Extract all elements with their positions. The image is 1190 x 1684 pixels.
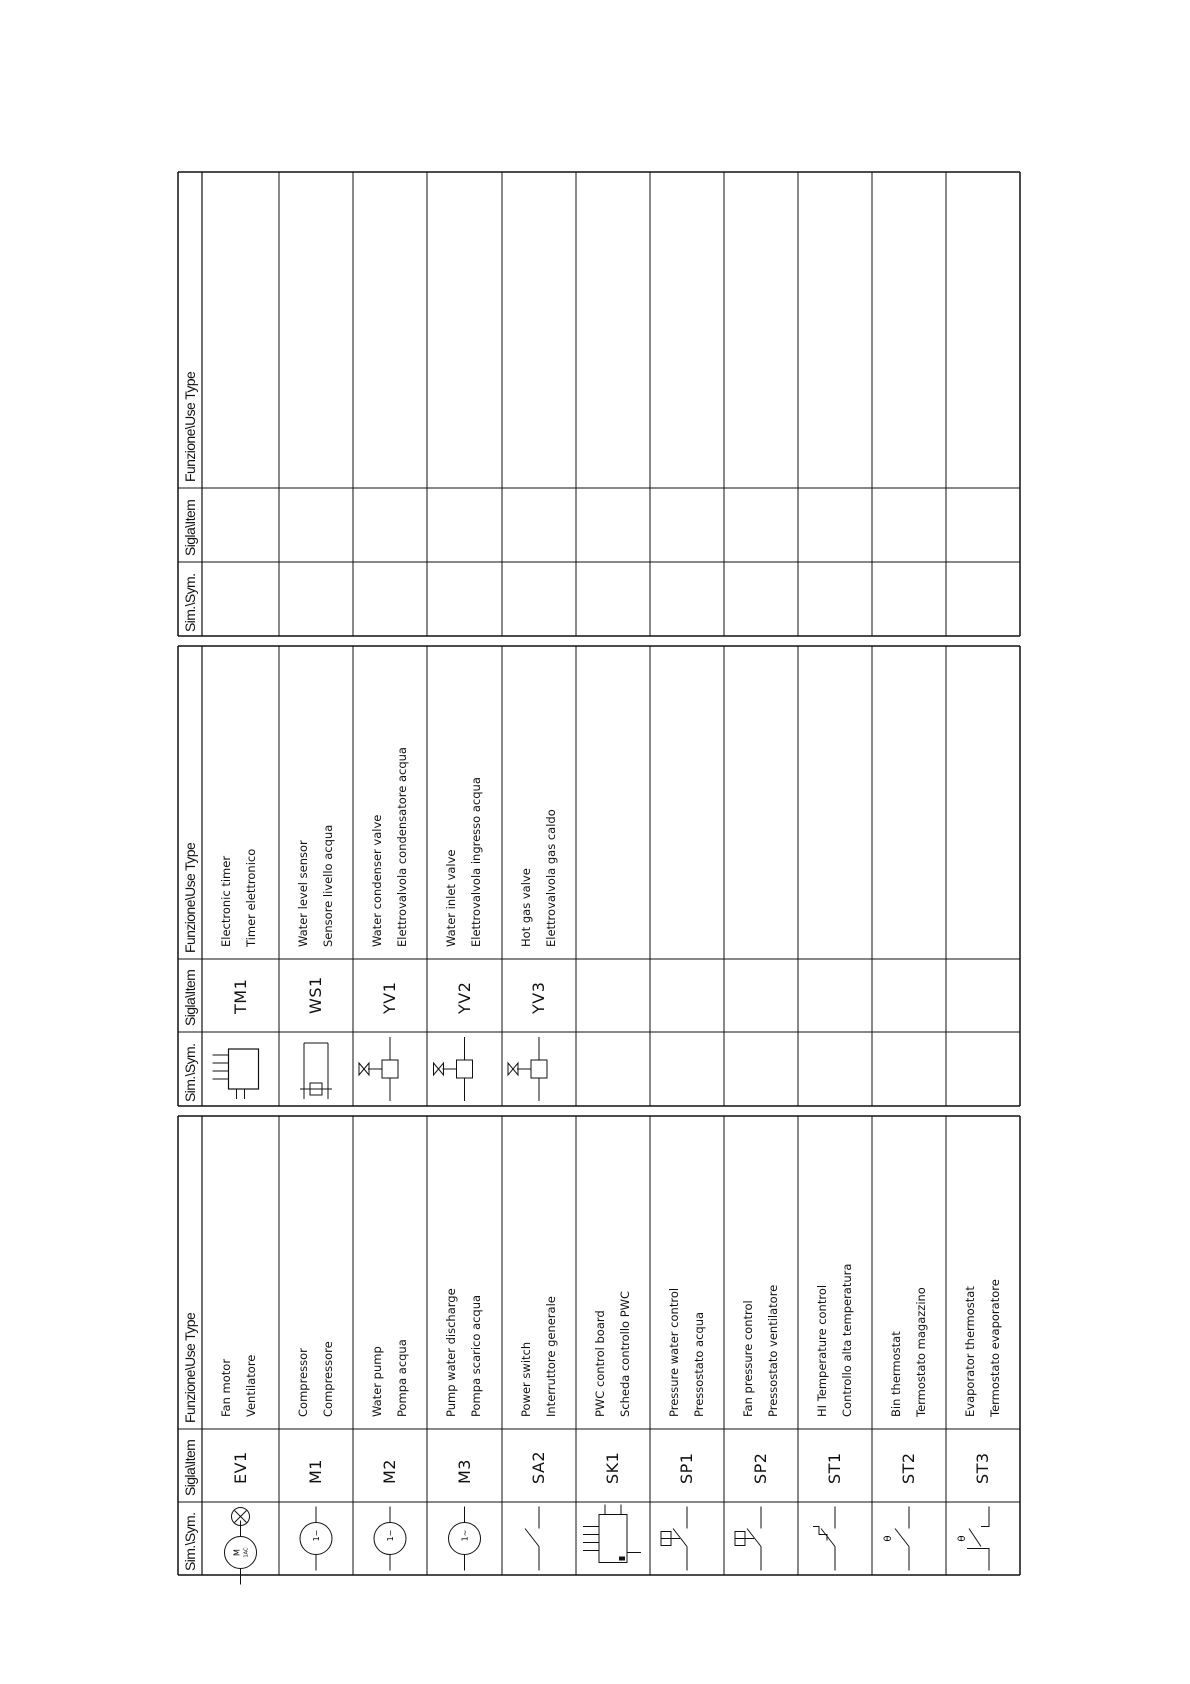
description-english: Evaporator thermostat <box>963 1286 977 1417</box>
legend-table-3 <box>178 172 1020 636</box>
description-italian: Termostato evaporatore <box>988 1279 1002 1417</box>
item-code: EV1 <box>230 1450 250 1484</box>
header-symbol: Sim.\Sym. <box>182 1512 198 1571</box>
description-english: Water condenser valve <box>370 814 384 947</box>
header-item: Sigla\Item <box>182 969 198 1026</box>
svg-text:1~: 1~ <box>460 1529 470 1542</box>
item-description <box>662 1288 712 1417</box>
description-italian: Interruttore generale <box>544 1296 558 1417</box>
header-item: Sigla\Item <box>182 1439 198 1496</box>
item-description <box>514 1296 564 1417</box>
description-italian: Timer elettronico <box>244 848 258 947</box>
discharge-pump-motor-symbol-icon <box>449 1507 481 1571</box>
description-english: Power switch <box>519 1341 533 1417</box>
item-code: ST2 <box>899 1451 918 1484</box>
solenoid-valve-symbol-icon <box>434 1037 473 1101</box>
description-english: HI Temperature control <box>815 1284 829 1417</box>
description-italian: Termostato magazzino <box>914 1287 928 1417</box>
bin-thermostat-symbol-icon <box>883 1507 909 1571</box>
item-description <box>514 809 564 947</box>
description-english: PWC control board <box>593 1310 607 1417</box>
pressure-switch-symbol-icon <box>661 1507 687 1571</box>
header-item: Sigla\Item <box>182 499 198 556</box>
svg-text:M: M <box>232 1549 242 1556</box>
header-symbol: Sim.\Sym. <box>182 1043 198 1102</box>
description-italian: Pressostato ventilatore <box>766 1284 780 1417</box>
item-code: SA2 <box>529 1450 548 1484</box>
item-code: M2 <box>380 1458 399 1484</box>
compressor-motor-symbol-icon <box>300 1507 332 1571</box>
description-english: Water level sensor <box>296 840 310 947</box>
description-italian: Elettrovalvola condensatore acqua <box>395 747 409 947</box>
item-description <box>588 1291 638 1417</box>
item-description <box>214 1355 264 1417</box>
description-italian: Elettrovalvola ingresso acqua <box>469 777 483 947</box>
header-function: Funzione\Use Type <box>182 842 198 953</box>
svg-text:1AC: 1AC <box>243 1547 250 1558</box>
item-description <box>736 1285 786 1417</box>
svg-text:1~: 1~ <box>386 1529 395 1542</box>
description-italian: Compressore <box>321 1341 335 1417</box>
description-italian: Pressostato acqua <box>692 1311 706 1417</box>
water-pump-motor-symbol-icon <box>374 1507 406 1571</box>
description-italian: Ventilatore <box>244 1354 258 1417</box>
item-code: YV3 <box>529 981 548 1014</box>
svg-text:1~: 1~ <box>312 1529 321 1542</box>
description-english: Pump water discharge <box>444 1288 458 1417</box>
description-italian: Elettrovalvola gas caldo <box>544 809 558 947</box>
item-description <box>884 1287 934 1417</box>
description-italian: Sensore livello acqua <box>321 824 335 947</box>
power-switch-symbol-icon <box>525 1507 539 1571</box>
description-english: Water inlet valve <box>444 849 458 947</box>
description-english: Fan pressure control <box>741 1300 755 1417</box>
control-board-symbol-icon <box>583 1505 641 1563</box>
item-description <box>439 1288 489 1417</box>
description-italian: Scheda controllo PWC <box>618 1290 632 1417</box>
item-description <box>291 1341 341 1417</box>
fan-pressure-switch-symbol-icon <box>735 1507 761 1571</box>
description-english: Water pump <box>370 1346 384 1417</box>
description-italian: Controllo alta temperatura <box>840 1263 854 1417</box>
fan-motor-symbol-icon <box>225 1508 257 1585</box>
description-italian: Pompa scarico acqua <box>469 1294 483 1417</box>
description-english: Compressor <box>296 1348 310 1417</box>
description-english: Pressure water control <box>667 1287 681 1417</box>
description-english: Electronic timer <box>219 855 233 947</box>
description-english: Hot gas valve <box>519 868 533 947</box>
item-code: SP1 <box>677 1452 696 1484</box>
item-code: ST3 <box>973 1451 992 1484</box>
svg-text:θ: θ <box>883 1535 894 1542</box>
item-description <box>810 1264 860 1417</box>
item-description <box>439 777 489 947</box>
item-code: SP2 <box>751 1452 770 1484</box>
item-code: ST1 <box>825 1451 844 1484</box>
item-description <box>958 1279 1008 1417</box>
item-code: TM1 <box>230 978 250 1014</box>
item-code: M3 <box>454 1458 474 1484</box>
description-english: Bin thermostat <box>889 1331 903 1417</box>
item-code: YV1 <box>380 981 399 1014</box>
evaporator-thermostat-symbol-icon <box>957 1507 989 1571</box>
item-code: WS1 <box>306 975 325 1014</box>
item-code: M1 <box>306 1458 325 1484</box>
header-function: Funzione\Use Type <box>182 371 198 482</box>
item-description <box>365 747 415 947</box>
header-function: Funzione\Use Type <box>182 1312 198 1423</box>
item-code: SK1 <box>603 1451 622 1484</box>
item-description <box>291 825 341 947</box>
timer-symbol-icon <box>213 1049 259 1099</box>
svg-text:θ: θ <box>957 1535 968 1542</box>
item-code: YV2 <box>454 981 474 1014</box>
header-symbol: Sim.\Sym. <box>182 573 198 632</box>
item-description <box>214 849 264 947</box>
level-sensor-symbol-icon <box>300 1043 332 1099</box>
item-description <box>365 1339 415 1417</box>
solenoid-valve-symbol-icon <box>359 1037 398 1101</box>
hi-temp-switch-symbol-icon <box>813 1507 835 1571</box>
description-english: Fan motor <box>219 1358 233 1417</box>
solenoid-valve-symbol-icon <box>508 1037 547 1101</box>
description-italian: Pompa acqua <box>395 1339 409 1417</box>
